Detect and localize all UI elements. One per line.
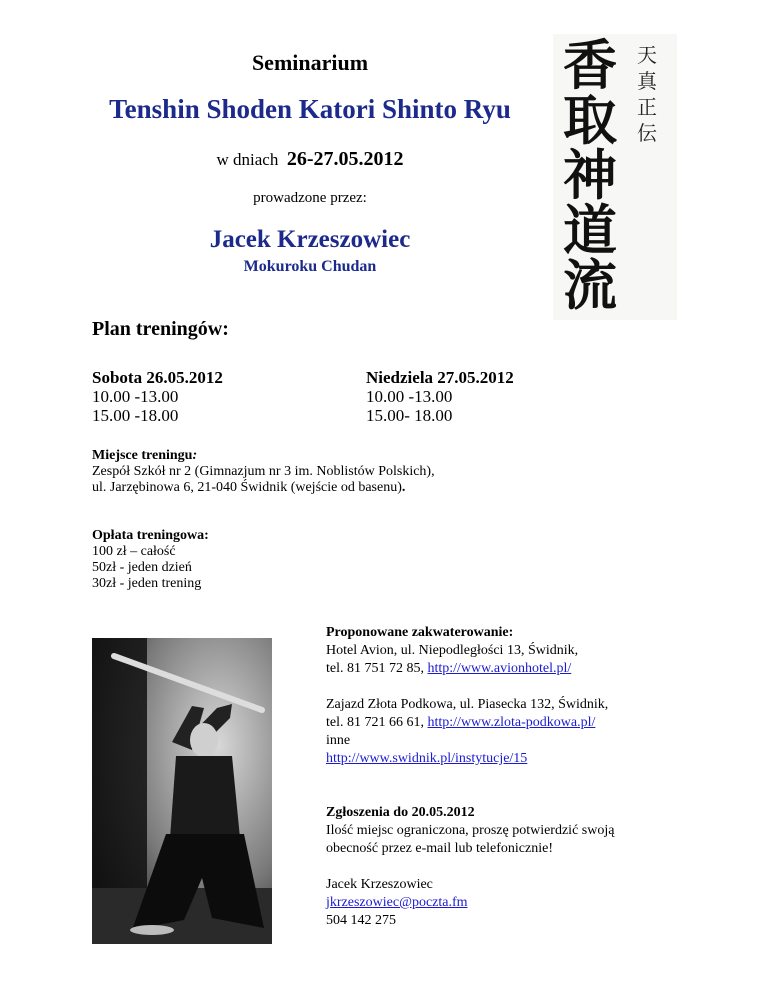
seminar-dates: 26-27.05.2012 [286, 148, 404, 170]
venue-line-end: . [401, 480, 406, 495]
dates-line [0, 148, 620, 171]
day-label: Niedziela 27.05.2012 [366, 368, 514, 387]
contact-name: Jacek Krzeszowiec [326, 877, 433, 892]
calligraphy-char: 神 [563, 143, 617, 207]
info-column [326, 624, 726, 930]
hotel-address: Hotel Avion, ul. Niepodległości 13, Świdnik, [326, 643, 579, 658]
venue-heading: Miejsce treningu [92, 448, 193, 463]
session-time: 15.00 -18.00 [92, 406, 179, 425]
hotel-phone: tel. 81 721 66 61, [326, 715, 428, 730]
registration-text: obecność przez e-mail lub telefonicznie! [326, 841, 553, 856]
venue-section [92, 448, 435, 496]
day-schedule-saturday [92, 368, 223, 425]
calligraphy-side-chars [637, 42, 665, 146]
session-time: 15.00- 18.00 [366, 406, 453, 425]
hotel-avion-link[interactable]: http://www.avionhotel.pl/ [427, 661, 572, 676]
registration-text: Ilość miejsc ograniczona, proszę potwierdzić swoją [326, 823, 615, 838]
plan-title: Plan treningów: [92, 318, 229, 340]
practitioner-photo [92, 638, 272, 944]
calligraphy-char: 流 [563, 253, 617, 317]
contact-email-link[interactable]: jkrzeszowiec@poczta.fm [326, 895, 468, 910]
instructor-rank: Mokuroku Chudan [243, 258, 377, 275]
fee-line: 100 zł – całość [92, 544, 176, 559]
fee-section [92, 528, 209, 592]
calligraphy-side-char: 天 [637, 43, 657, 67]
seminar-label: Seminarium [251, 50, 369, 75]
registration-heading: Zgłoszenia do 20.05.2012 [326, 805, 475, 820]
calligraphy-side-char: 正 [637, 95, 657, 119]
venue-heading-colon: : [192, 448, 198, 463]
contact-phone: 504 142 275 [326, 913, 396, 928]
venue-line: Zespół Szkół nr 2 (Gimnazjum nr 3 im. Noblistów Polskich), [92, 464, 435, 479]
calligraphy-side-char: 伝 [637, 121, 657, 145]
fee-line: 50zł - jeden dzień [92, 560, 192, 575]
calligraphy-char: 香 [563, 33, 617, 97]
venue-line: ul. Jarzębinowa 6, 21-040 Świdnik (wejście od basenu) [92, 480, 402, 495]
day-schedule-sunday [366, 368, 514, 425]
fee-line: 30zł - jeden trening [92, 576, 202, 591]
calligraphy-side-char: 真 [637, 69, 657, 93]
hotel-phone: tel. 81 751 72 85, [326, 661, 428, 676]
hotel-address: Zajazd Złota Podkowa, ul. Piasecka 132, Świdnik, [326, 697, 609, 712]
dates-prefix: w dniach [216, 150, 279, 169]
calligraphy-char: 道 [563, 198, 617, 262]
session-time: 10.00 -13.00 [366, 387, 453, 406]
accommodation-heading: Proponowane zakwaterowanie: [326, 625, 514, 640]
practitioner-figure-icon [92, 638, 272, 944]
swidnik-institutions-link[interactable]: http://www.swidnik.pl/instytucje/15 [326, 751, 528, 766]
page-title: Tenshin Shoden Katori Shinto Ryu [109, 94, 511, 124]
calligraphy-image [553, 34, 677, 320]
day-label: Sobota 26.05.2012 [92, 368, 223, 387]
led-by-label: prowadzone przez: [253, 190, 367, 206]
calligraphy-char: 取 [563, 88, 617, 152]
session-time: 10.00 -13.00 [92, 387, 179, 406]
calligraphy-main-chars [563, 33, 635, 317]
zlota-podkowa-link[interactable]: http://www.zlota-podkowa.pl/ [427, 715, 596, 730]
instructor-name: Jacek Krzeszowiec [209, 226, 411, 253]
other-label: inne [326, 733, 351, 748]
fee-heading: Opłata treningowa: [92, 528, 209, 543]
